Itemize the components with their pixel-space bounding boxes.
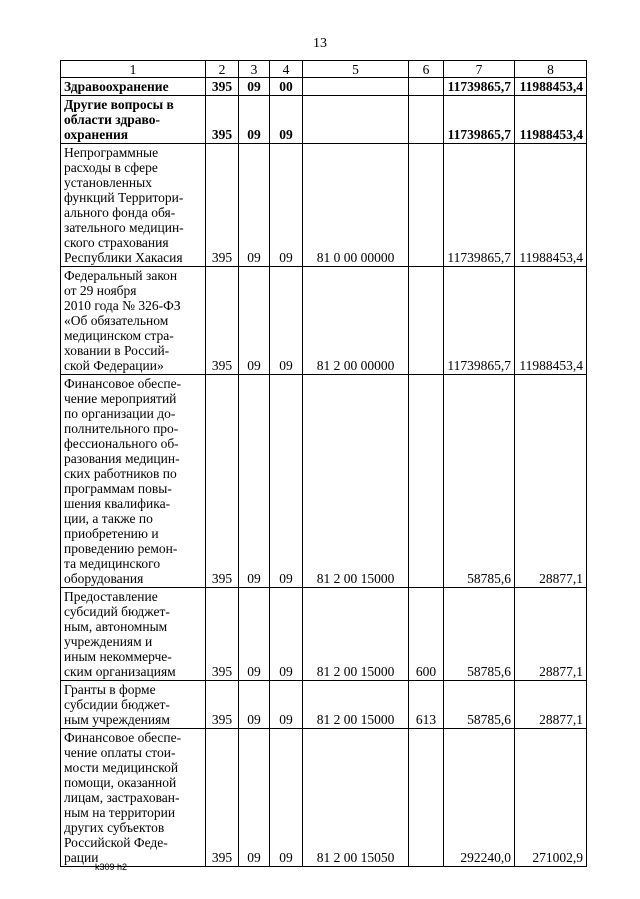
target-code-cell: 81 2 00 15000 bbox=[303, 375, 409, 588]
row-name-cell bbox=[61, 588, 206, 681]
expense-type-cell bbox=[409, 78, 444, 96]
row-name-line: «Об обязательном bbox=[64, 313, 169, 328]
row-name-line: ских работников по bbox=[64, 466, 177, 481]
subsection-code-cell: 09 bbox=[270, 96, 303, 144]
row-name-line: чение мероприятий bbox=[64, 391, 177, 406]
table-row bbox=[61, 375, 587, 588]
target-code-cell: 81 2 00 00000 bbox=[303, 267, 409, 375]
amount-year2-cell: 28877,1 bbox=[515, 375, 587, 588]
row-name-line: субсидий бюджет- bbox=[64, 604, 170, 619]
row-name-line: ским организациям bbox=[64, 664, 176, 679]
row-name-line: охранения bbox=[64, 127, 129, 142]
admin-code-cell: 395 bbox=[206, 375, 239, 588]
row-name-line: Предоставление bbox=[64, 589, 158, 604]
row-name-line: Гранты в форме bbox=[64, 682, 156, 697]
row-name-line: ции, а также по bbox=[64, 511, 153, 526]
row-name-line: других субъектов bbox=[64, 820, 165, 835]
expense-type-cell bbox=[409, 144, 444, 267]
target-code-cell: 81 0 00 00000 bbox=[303, 144, 409, 267]
target-code-cell bbox=[303, 78, 409, 96]
table-row bbox=[61, 267, 587, 375]
row-name-cell bbox=[61, 78, 206, 96]
row-name-line: шения квалифика- bbox=[64, 496, 171, 511]
row-name-line: функций Территори- bbox=[64, 190, 184, 205]
row-name-line: проведению ремон- bbox=[64, 541, 178, 556]
row-name-line: Здравоохранение bbox=[64, 79, 169, 94]
amount-year1-cell: 11739865,7 bbox=[444, 144, 515, 267]
header-cell: 1 bbox=[61, 61, 206, 78]
section-code-cell: 09 bbox=[239, 144, 270, 267]
row-name-line: Финансовое обеспе- bbox=[64, 376, 182, 391]
row-name-line: установленных bbox=[64, 175, 152, 190]
table-body bbox=[61, 78, 587, 867]
row-name-cell bbox=[61, 96, 206, 144]
amount-year2-cell: 11988453,4 bbox=[515, 78, 587, 96]
admin-code-cell: 395 bbox=[206, 681, 239, 729]
row-name-line: мости медицинской bbox=[64, 760, 179, 775]
section-code-cell: 09 bbox=[239, 588, 270, 681]
row-name-line: Республики Хакасия bbox=[64, 250, 183, 265]
row-name-line: по организации до- bbox=[64, 406, 176, 421]
table-row bbox=[61, 588, 587, 681]
subsection-code-cell: 09 bbox=[270, 267, 303, 375]
row-name-line: приобретению и bbox=[64, 526, 159, 541]
header-cell: 5 bbox=[303, 61, 409, 78]
row-name-line: лицам, застрахован- bbox=[64, 790, 180, 805]
subsection-code-cell: 09 bbox=[270, 375, 303, 588]
row-name-line: ным на территории bbox=[64, 805, 176, 820]
budget-table bbox=[60, 60, 587, 867]
page-number: 13 bbox=[313, 36, 327, 51]
admin-code-cell: 395 bbox=[206, 267, 239, 375]
row-name-line: рации bbox=[64, 850, 99, 865]
expense-type-cell bbox=[409, 729, 444, 867]
section-code-cell: 09 bbox=[239, 729, 270, 867]
amount-year1-cell: 58785,6 bbox=[444, 588, 515, 681]
row-name-line: Федеральный закон bbox=[64, 268, 178, 283]
section-code-cell: 09 bbox=[239, 681, 270, 729]
row-name-cell bbox=[61, 375, 206, 588]
admin-code-cell: 395 bbox=[206, 144, 239, 267]
amount-year2-cell: 28877,1 bbox=[515, 681, 587, 729]
header-cell: 3 bbox=[239, 61, 270, 78]
row-name-line: учреждениям и bbox=[64, 634, 153, 649]
target-code-cell: 81 2 00 15050 bbox=[303, 729, 409, 867]
row-name-line: субсидии бюджет- bbox=[64, 697, 170, 712]
header-cell: 8 bbox=[515, 61, 587, 78]
row-name-line: Непрограммные bbox=[64, 145, 159, 160]
table-row bbox=[61, 681, 587, 729]
row-name-line: от 29 ноября bbox=[64, 283, 137, 298]
subsection-code-cell: 09 bbox=[270, 681, 303, 729]
amount-year1-cell: 292240,0 bbox=[444, 729, 515, 867]
row-name-line: полнительного про- bbox=[64, 421, 179, 436]
row-name-line: 2010 года № 326-ФЗ bbox=[64, 298, 181, 313]
row-name-line: ального фонда обя- bbox=[64, 205, 176, 220]
row-name-line: та медицинского bbox=[64, 556, 161, 571]
row-name-line: зательного медицин- bbox=[64, 220, 184, 235]
header-row bbox=[61, 61, 587, 78]
expense-type-cell bbox=[409, 267, 444, 375]
row-name-line: помощи, оказанной bbox=[64, 775, 177, 790]
amount-year1-cell: 11739865,7 bbox=[444, 78, 515, 96]
row-name-line: Финансовое обеспе- bbox=[64, 730, 182, 745]
table-row bbox=[61, 144, 587, 267]
row-name-line: Другие вопросы в bbox=[64, 97, 174, 112]
target-code-cell: 81 2 00 15000 bbox=[303, 588, 409, 681]
expense-type-cell: 613 bbox=[409, 681, 444, 729]
subsection-code-cell: 00 bbox=[270, 78, 303, 96]
admin-code-cell: 395 bbox=[206, 96, 239, 144]
row-name-line: ным, автономным bbox=[64, 619, 168, 634]
subsection-code-cell: 09 bbox=[270, 144, 303, 267]
row-name-line: ской Федерации» bbox=[64, 358, 164, 373]
header-cell: 6 bbox=[409, 61, 444, 78]
amount-year2-cell: 28877,1 bbox=[515, 588, 587, 681]
row-name-line: разования медицин- bbox=[64, 451, 180, 466]
target-code-cell: 81 2 00 15000 bbox=[303, 681, 409, 729]
row-name-cell bbox=[61, 267, 206, 375]
row-name-line: чение оплаты стои- bbox=[64, 745, 176, 760]
row-name-line: ным учреждениям bbox=[64, 712, 170, 727]
section-code-cell: 09 bbox=[239, 267, 270, 375]
row-name-line: оборудования bbox=[64, 571, 144, 586]
expense-type-cell: 600 bbox=[409, 588, 444, 681]
section-code-cell: 09 bbox=[239, 78, 270, 96]
table-row bbox=[61, 729, 587, 867]
header-cell: 7 bbox=[444, 61, 515, 78]
row-name-cell bbox=[61, 729, 206, 867]
amount-year2-cell: 11988453,4 bbox=[515, 96, 587, 144]
section-code-cell: 09 bbox=[239, 96, 270, 144]
amount-year2-cell: 11988453,4 bbox=[515, 144, 587, 267]
table-row bbox=[61, 96, 587, 144]
target-code-cell bbox=[303, 96, 409, 144]
row-name-cell bbox=[61, 681, 206, 729]
row-name-line: иным некоммерче- bbox=[64, 649, 172, 664]
header-cell: 2 bbox=[206, 61, 239, 78]
document-code: k309 h2 bbox=[95, 862, 128, 872]
row-name-line: ховании в Россий- bbox=[64, 343, 170, 358]
admin-code-cell: 395 bbox=[206, 729, 239, 867]
subsection-code-cell: 09 bbox=[270, 729, 303, 867]
table-row bbox=[61, 78, 587, 96]
row-name-line: ского страхования bbox=[64, 235, 169, 250]
row-name-line: фессионального об- bbox=[64, 436, 179, 451]
row-name-line: Российской Феде- bbox=[64, 835, 168, 850]
amount-year2-cell: 11988453,4 bbox=[515, 267, 587, 375]
amount-year1-cell: 11739865,7 bbox=[444, 267, 515, 375]
section-code-cell: 09 bbox=[239, 375, 270, 588]
amount-year1-cell: 11739865,7 bbox=[444, 96, 515, 144]
admin-code-cell: 395 bbox=[206, 588, 239, 681]
header-cell: 4 bbox=[270, 61, 303, 78]
amount-year2-cell: 271002,9 bbox=[515, 729, 587, 867]
amount-year1-cell: 58785,6 bbox=[444, 681, 515, 729]
row-name-line: программам повы- bbox=[64, 481, 172, 496]
subsection-code-cell: 09 bbox=[270, 588, 303, 681]
row-name-cell bbox=[61, 144, 206, 267]
expense-type-cell bbox=[409, 96, 444, 144]
row-name-line: медицинском стра- bbox=[64, 328, 174, 343]
row-name-line: области здраво- bbox=[64, 112, 160, 127]
row-name-line: расходы в сфере bbox=[64, 160, 158, 175]
amount-year1-cell: 58785,6 bbox=[444, 375, 515, 588]
expense-type-cell bbox=[409, 375, 444, 588]
admin-code-cell: 395 bbox=[206, 78, 239, 96]
